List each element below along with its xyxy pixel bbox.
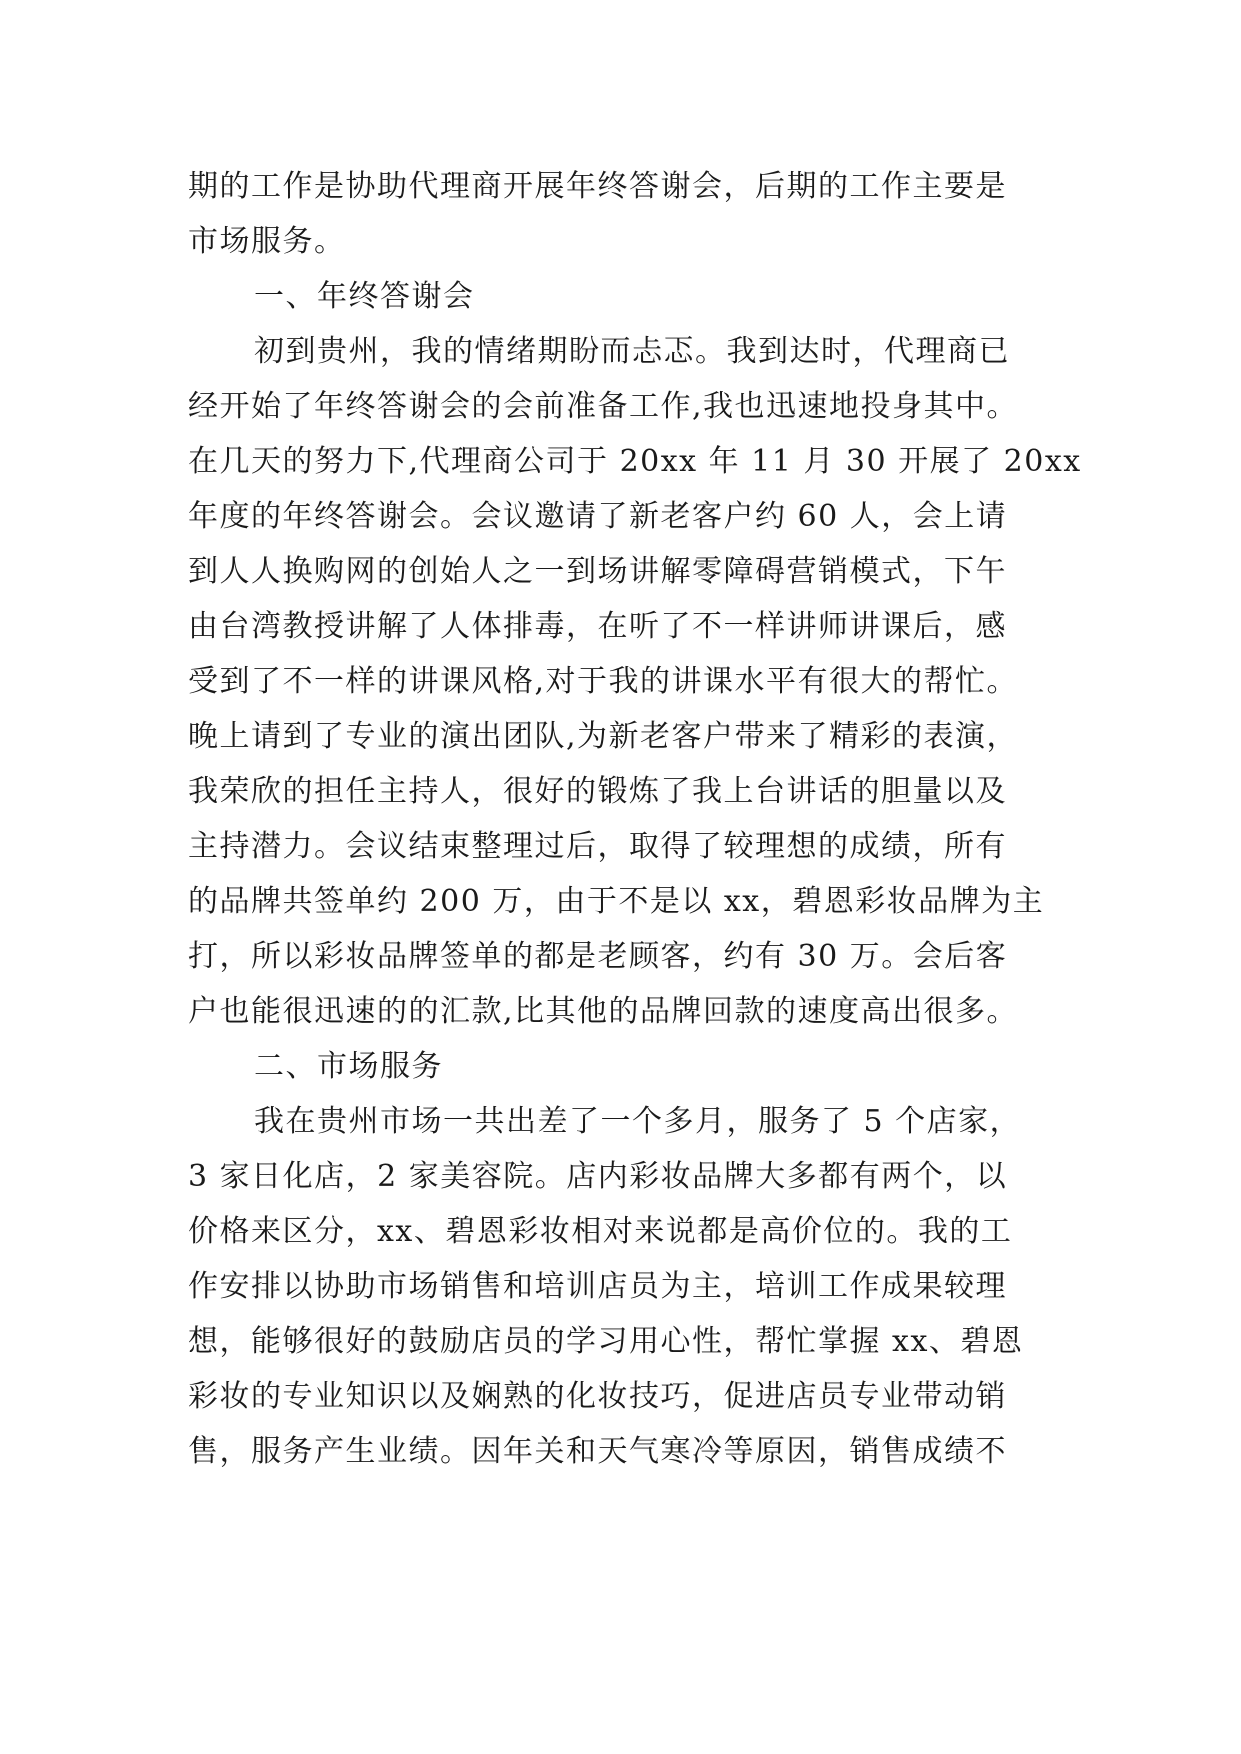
section-heading-market-service: 二、市场服务	[254, 1049, 443, 1084]
text-line: 的品牌共签单约 200 万，由于不是以 xx，碧恩彩妆品牌为主	[188, 884, 1045, 919]
text-line: 作安排以协助市场销售和培训店员为主，培训工作成果较理	[188, 1269, 1007, 1304]
text-line: 打，所以彩妆品牌签单的都是老顾客，约有 30 万。会后客	[188, 939, 1008, 974]
text-line: 我荣欣的担任主持人，很好的锻炼了我上台讲话的胆量以及	[188, 774, 1007, 809]
text-line: 主持潜力。会议结束整理过后，取得了较理想的成绩，所有	[188, 829, 1007, 864]
text-line: 彩妆的专业知识以及娴熟的化妆技巧，促进店员专业带动销	[188, 1379, 1007, 1414]
text-line: 售，服务产生业绩。因年关和天气寒冷等原因，销售成绩不	[188, 1434, 1007, 1469]
text-line: 经开始了年终答谢会的会前准备工作,我也迅速地投身其中。	[188, 389, 1019, 424]
text-line: 在几天的努力下,代理商公司于 20xx 年 11 月 30 开展了 20xx	[188, 444, 1082, 479]
text-line: 3 家日化店，2 家美容院。店内彩妆品牌大多都有两个，以	[188, 1159, 1008, 1194]
text-line: 晚上请到了专业的演出团队,为新老客户带来了精彩的表演，	[188, 719, 1019, 754]
section-heading-year-end: 一、年终答谢会	[254, 279, 475, 314]
text-line: 受到了不一样的讲课风格,对于我的讲课水平有很大的帮忙。	[188, 664, 1019, 699]
paragraph-first-line: 我在贵州市场一共出差了一个多月，服务了 5 个店家，	[254, 1104, 1022, 1139]
text-line: 想，能够很好的鼓励店员的学习用心性，帮忙掌握 xx、碧恩	[188, 1324, 1024, 1359]
text-line: 期的工作是协助代理商开展年终答谢会，后期的工作主要是	[188, 169, 1007, 204]
text-line: 到人人换购网的创始人之一到场讲解零障碍营销模式，下午	[188, 554, 1007, 589]
text-line: 市场服务。	[188, 224, 346, 259]
paragraph-first-line: 初到贵州，我的情绪期盼而忐忑。我到达时，代理商已	[254, 334, 1010, 369]
text-line: 价格来区分，xx、碧恩彩妆相对来说都是高价位的。我的工	[188, 1214, 1013, 1249]
text-line: 年度的年终答谢会。会议邀请了新老客户约 60 人，会上请	[188, 499, 1008, 534]
text-line: 由台湾教授讲解了人体排毒，在听了不一样讲师讲课后，感	[188, 609, 1007, 644]
text-line: 户也能很迅速的的汇款,比其他的品牌回款的速度高出很多。	[188, 994, 1019, 1029]
